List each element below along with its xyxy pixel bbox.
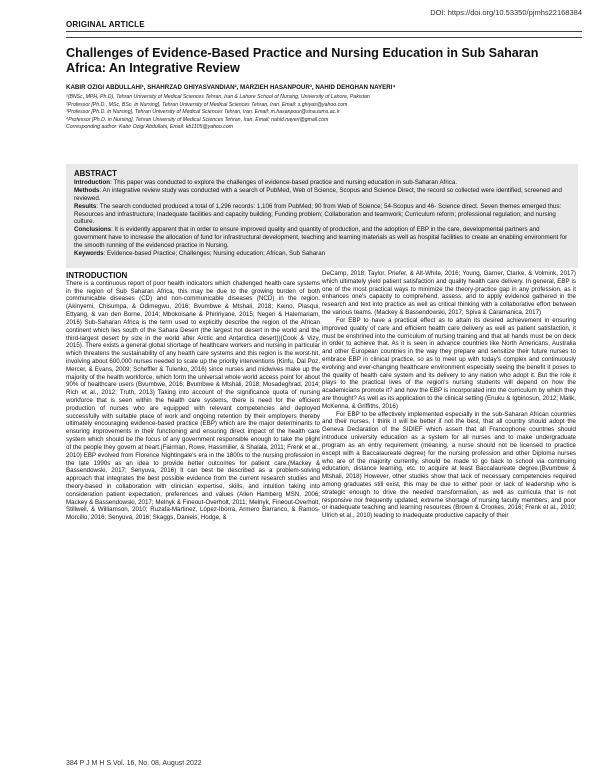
left-column-text: There is a continuous report of poor health indicators which challenged health care systems in the region of Sub Saharan Africa, this may be due to the growing burden of both communicable diseases (CD) and non-communicable diseases (NCD) in the region. (Akinyemi, Chisumpa, & Odimegwu, 2016; Bvumbwe & Mtshali, 2018; Keino, Plasqui, Ettyang, & van den Borne, 2014; Mbokoisane & Phiririyane, 2015; Negeri & Halemariam, 2016) Sub-Saharan Africa is the term used to explicitly describe the region of the African continent which lies south of the Sahara Desert (the largest hot desert in the world and the third-largest desert by size in the world after Arctic and Antarctica desert))(Cook & Vizy, 2015). There exists a general global shortage of healthcare workers and nursing in particular which threatens the sustainability of any health care systems and this region is the worst-hit, involving about 600,000 nurses needed to scale up the priority interventions (Kinfu, Dal Poz, Mercer, & Evans, 2009; Scheffler & Tulenko, 2016) since nurses and midwives make up the majority of the health workforce, which form the universal whole world access point for about 90% of healthcare users (Bvumbwe, 2016; Bvumbwe & Mtshali, 2018; Mosadeghrad, 2014; Rich et al., 2012; Truth, 2013) Taking into account of the significance quota of nursing workforce that is seen within the health care systems, there is need for the efficient production of nurses who are equipped with relevant competencies and deployed successfully with suitable place of work and ongoing retention by their employers thereby ultimately encouraging evidence-based practice (EBP) which are the major determinants to ensuring improvements in their functioning and ensuring direct impact of the health care system which should be the focus of any government responsible enough to take the plight of the people they govern at heart.(Fairman, Rowe, Hassmiller, & Shalala, 2011; Frenk et al., 2010) EBP evolved from Florence Nightingale's era in the 1800s to the nursing profession in the late 1990s as an idea to provide better outcomes for patient care.(Mackey & Bassendowski, 2017; Senyuva, 2016) It can best be described as a problem-solving approach that integrates the best possible evidence from the current research studies and theory-based in collaboration with clinician expertise, skills, and intuition taking into consideration patient expectation, preferences and values (Allen Hamberg MSN, 2006; Mackey & Bassendowski, 2017; Melnyk & Fineout-Overholt, 2011; Melnyk, Fineout-Overholt, Stillwell, & Williamson, 2010; Ruzafa-Martinez, López-Iborra, Armero Barranco, & Ramos-Morcillo, 2016; Senyuva, 2016; Skaggs, Daniels, Hodge, &: [66, 279, 320, 522]
introduction-heading: INTRODUCTION: [66, 271, 128, 280]
corresponding-author: Corresponding author: Kabir Ozigi Abdullahi, Email: kb1105@yahoo.com: [66, 124, 234, 131]
paper-title: Challenges of Evidence-Based Practice and Nursing Education in Sub Saharan Africa: An Integrative Review: [66, 46, 539, 75]
right-column: [322, 270, 576, 520]
abstract-results: [74, 203, 570, 227]
intro-text: : This paper was conducted to explore the challenges of evidence-based practice and nursing education in sub-Saharan Africa.: [110, 178, 458, 186]
page-footer: 384 P J M H S Vol. 16, No. 08, August 2022: [66, 760, 202, 767]
doi-link[interactable]: DOI: https://doi.org/10.53350/pjmhs22168384: [430, 8, 582, 17]
author-list: KABIR OZIGI ABDULLAHI¹, SHAHRZAD GHIYASVANDIAN², MARZIEH HASANPOUR³, NAHID DEHGHAN NAYERI⁴: [66, 84, 396, 91]
abstract-keywords: [74, 250, 570, 258]
right-column-paragraph-1: DeCamp, 2018; Taylor, Priefer, & Alt-White, 2016; Young, Garner, Clarke, & Volmink, 2017) which ultimately yield patient satisfaction and quality health care delivery. In general, EBP is one of the most practical ways to minimize the theory-practice gap in any profession, as it enhances one's capacity to comprehend, assess, and to apply evidence gathered in the research and text into practice as well as critical thinking with a collaborative effort between the various teams. (Mackey & Bassendowski, 2017; Spiva & Caramanica, 2017): [322, 270, 576, 317]
affiliation-2: ²Professor [Ph.D., MSc, BSc, in Nursing], Tehran University of Medical Sciences Tehran, Iran. Email: s.ghiyas@yahoo.com: [66, 101, 348, 108]
abstract-introduction: [74, 179, 570, 187]
header-rule: [66, 31, 582, 32]
affiliation-1: ¹(BNSc, MPH, Ph.D), Tehran University of Medical Sciences Tehran, Iran & Lahore School of Nursing, University of Lahore, Pakistan: [66, 94, 370, 100]
abstract-box: [66, 164, 578, 268]
left-column: [66, 272, 320, 522]
conclusions-label: Conclusions: [74, 226, 112, 234]
methods-text: : An integrative review study was conducted with a search of PubMed, Web of Science, Scopus and Science Direct, the record so collected were identified, screened and reviewed.: [74, 186, 562, 202]
header-rule-lower: [66, 37, 582, 38]
conclusions-text: : It is evidently apparent that in order to ensure improved quality and quantity of production, and the adoption of EBP in the care, developmental partners and government have to increase the allocation of fund for infrastructural development, teaching and learning materials as well as hospital facilities to create an enabling environment for the smooth running of the evidenced practice in Nursing.: [74, 226, 568, 250]
keywords-text: : Evidence-based Practice; Challenges; Nursing education; African, Sub Saharan: [103, 250, 326, 258]
right-column-paragraph-3: For EBP to be effectively implemented especially in the sub-Saharan African countries and their nurses, I think it will be better if not the best, that all country should adopt the Geneva Declaration of the SIDIEF which assert that all Francophone countries should introduce university education as a system for all nurses and to make undergraduate program as an entry requirement (meaning, a nurse should not be licensed to practice except with a Baccalaureate degree) for the nursing profession and other Diploma nurses who are of the majority currently, should be made to go back to school via continuing education, distance learning, etc. to acquire at least Baccalaureate degree.(Bvumbwe & Mtshali, 2018) However, other studies show that lack of necessary competencies required among graduates still exist, this may be due to either poor or lack of leadership who is strategic enough to drive the needed transformation, as well as curricula that is not responsive nor frequently updated, extreme shortage of nursing faculty members, and poor or inadequate teaching and learning resources (Brown & Crookes, 2016; Frenk et al., 2010; Ulrich et al., 2010) leading to inadequate productive capacity of their: [322, 410, 576, 520]
affiliations: [66, 94, 586, 132]
right-column-paragraph-2: For EBP to have a practical effect as to attain its desired achievement in ensuring improved quality of care and efficient health care delivery as well as patient satisfaction, it must be enshrined into the curriculum of nursing training and that all hands must be on deck in order to achieve that. As it is seen in advance countries like North Americans, Australia and other European countries in the way they prepare and sensitize their future nurses to embrace EBP in clinical practice, so as to meet up with today's complex and continuously evolving and ever-changing healthcare environment especially seeing the benefit it poses to the quality of health care system and its delivery to any nation who adopt it. But the role it plays to the practical lives of the region's nursing students will depend on how the academicians promote it? and how the EBP is incorporated into the curriculum by which they are thought? As well as its application to the clinical setting (Enuku & Igbinosun, 2012; Malik, McKenna, & Griffiths, 2016): [322, 316, 576, 410]
methods-label: Methods: [74, 186, 100, 194]
affiliation-4: ⁴Professor [Ph.D. in Nursing], Tehran University of Medical Sciences Tehran, Iran. Email: nahid.nayeri@gmail.com: [66, 116, 329, 123]
abstract-heading: ABSTRACT: [74, 169, 117, 178]
keywords-label: Keywords: [74, 250, 104, 258]
abstract-methods: [74, 187, 570, 203]
affiliation-3: ³Professor [Ph.D. in Nursing], Tehran University of Medical Sciences Tehran, Iran. Email: m.hasanpour@sina.tums.ac.ir: [66, 109, 340, 116]
article-type-label: ORIGINAL ARTICLE: [66, 20, 145, 29]
results-label: Results: [74, 202, 97, 210]
results-text: : The search conducted produced a total of 1,296 records: 1,106 from PubMed; 90 from Web of Science; 54-Scopus and 46- Science direct. Seven themes emerged thus: Resources and infrastructure; Inadequate facilities and capacity building; Funding problem; Collaboration and teamwork; Curriculum reform; professional regulation; and nursing culture.: [74, 202, 562, 226]
abstract-conclusions: [74, 226, 570, 250]
intro-label: Introduction: [74, 178, 111, 186]
